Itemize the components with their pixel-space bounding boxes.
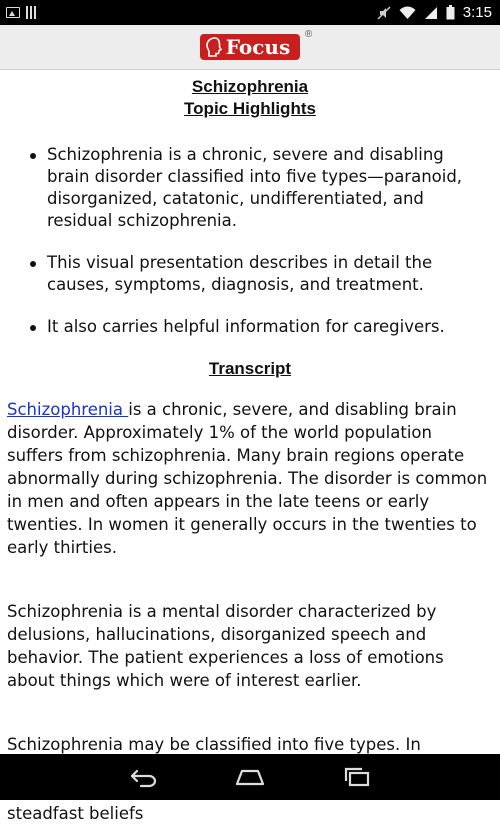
list-item: This visual presentation describes in detail the causes, symptoms, diagnosis, and treatment. bbox=[30, 252, 474, 296]
mute-icon bbox=[377, 6, 391, 20]
schizophrenia-link[interactable]: Schizophrenia bbox=[7, 400, 129, 419]
transcript-paragraph-1 bbox=[0, 398, 500, 559]
registered-mark: ® bbox=[304, 29, 313, 40]
status-bar bbox=[0, 0, 500, 25]
focus-logo bbox=[200, 29, 313, 60]
recent-apps-button[interactable] bbox=[339, 764, 373, 790]
status-notifications bbox=[0, 6, 38, 19]
paragraph-text: is a chronic, severe, and disabling brain disorder. Approximately 1% of the world population suffers from schizophrenia. Many brain regions operate abnormally during schizophrenia. The disorder is common in men and often appears in the late teens or early twenties. In women it generally occurs in the twenties to early thirties. bbox=[7, 400, 488, 557]
transcript-title: Transcript bbox=[208, 359, 292, 378]
status-clock: 3:15 bbox=[462, 4, 492, 21]
list-item: Schizophrenia is a chronic, severe and disabling brain disorder classified into five types—paranoid, disorganized, catatonic, undifferentiated, and residual schizophrenia. bbox=[30, 144, 474, 232]
navigation-bar bbox=[0, 754, 500, 800]
head-silhouette-icon bbox=[206, 37, 222, 57]
highlights-title: Topic Highlights bbox=[184, 99, 316, 118]
home-icon bbox=[234, 768, 266, 786]
recent-apps-icon bbox=[341, 767, 371, 787]
home-button[interactable] bbox=[233, 764, 267, 790]
signal-icon bbox=[424, 6, 438, 20]
logo-text: Focus bbox=[225, 35, 291, 59]
app-header bbox=[0, 25, 500, 70]
battery-icon bbox=[446, 5, 455, 20]
paragraph-text: Schizophrenia may be classified into five types. In bbox=[7, 735, 421, 754]
wifi-icon bbox=[399, 6, 416, 20]
article-content[interactable] bbox=[0, 70, 500, 823]
back-button[interactable] bbox=[127, 764, 161, 790]
status-indicators bbox=[377, 4, 500, 21]
transcript-paragraph-2: Schizophrenia is a mental disorder characterized by delusions, hallucinations, disorganized speech and behavior. The patient experiences a loss of emotions about things which were of interest earlier. bbox=[7, 602, 444, 690]
paragraph-text: steadfast beliefs bbox=[7, 804, 144, 823]
barcode-notification-icon bbox=[26, 6, 38, 19]
list-item: It also carries helpful information for caregivers. bbox=[30, 316, 474, 338]
image-notification-icon bbox=[6, 7, 20, 18]
article-title: Schizophrenia bbox=[191, 77, 309, 96]
highlights-list bbox=[0, 144, 500, 338]
back-icon bbox=[129, 767, 159, 787]
